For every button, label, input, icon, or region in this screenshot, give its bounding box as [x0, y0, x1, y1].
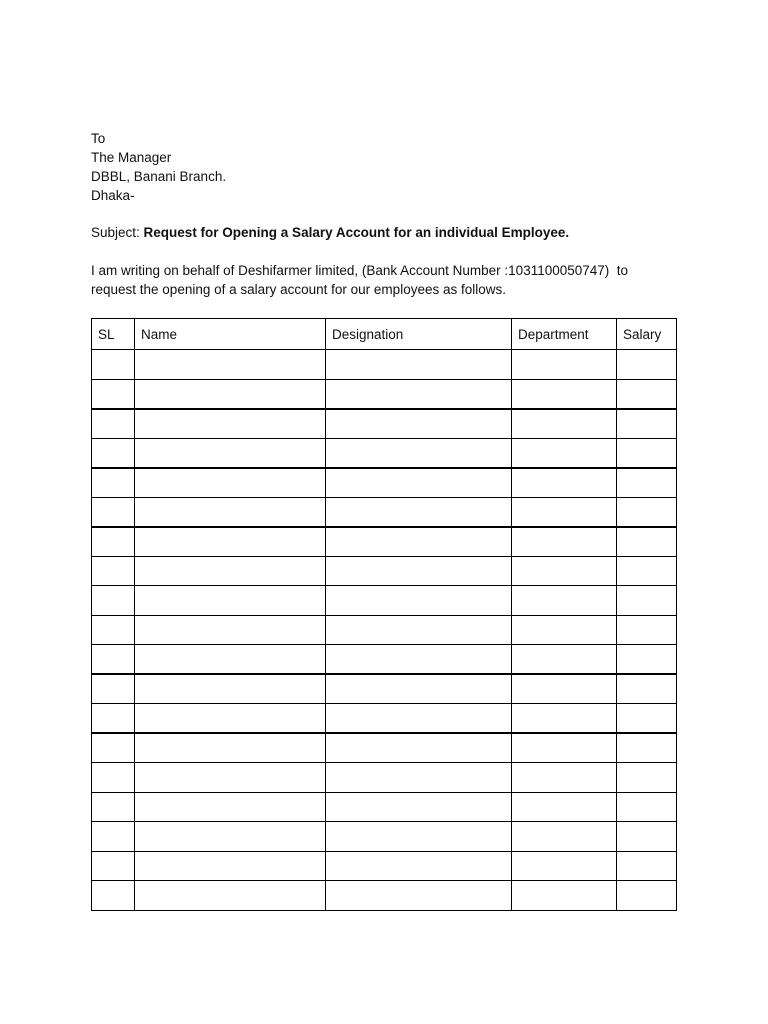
cell-department	[512, 645, 617, 675]
header-sl: SL	[92, 319, 135, 350]
table-row	[92, 468, 677, 498]
cell-department	[512, 763, 617, 793]
cell-sl	[92, 615, 135, 645]
cell-department	[512, 350, 617, 380]
cell-sl	[92, 674, 135, 704]
cell-name	[135, 379, 326, 409]
cell-name	[135, 409, 326, 439]
table-row	[92, 586, 677, 616]
cell-department	[512, 379, 617, 409]
cell-department	[512, 733, 617, 763]
recipient-address	[91, 129, 226, 205]
cell-salary	[617, 350, 677, 380]
cell-department	[512, 438, 617, 468]
cell-sl	[92, 379, 135, 409]
cell-name	[135, 645, 326, 675]
cell-name	[135, 851, 326, 881]
table-row	[92, 350, 677, 380]
cell-salary	[617, 379, 677, 409]
cell-sl	[92, 881, 135, 911]
cell-department	[512, 556, 617, 586]
cell-salary	[617, 704, 677, 734]
cell-salary	[617, 645, 677, 675]
cell-sl	[92, 497, 135, 527]
table-row	[92, 615, 677, 645]
header-department: Department	[512, 319, 617, 350]
subject-text: Request for Opening a Salary Account for an individual Employee.	[143, 225, 570, 240]
subject-line	[91, 223, 569, 242]
cell-salary	[617, 438, 677, 468]
cell-name	[135, 822, 326, 852]
cell-sl	[92, 822, 135, 852]
cell-name	[135, 556, 326, 586]
cell-sl	[92, 350, 135, 380]
cell-name	[135, 704, 326, 734]
cell-designation	[326, 851, 512, 881]
cell-department	[512, 468, 617, 498]
cell-designation	[326, 792, 512, 822]
cell-designation	[326, 527, 512, 557]
cell-name	[135, 586, 326, 616]
cell-salary	[617, 851, 677, 881]
cell-salary	[617, 881, 677, 911]
cell-department	[512, 851, 617, 881]
cell-sl	[92, 556, 135, 586]
table-row	[92, 822, 677, 852]
cell-designation	[326, 733, 512, 763]
recipient-line-city: Dhaka-	[91, 188, 135, 203]
cell-designation	[326, 645, 512, 675]
table-body	[92, 350, 677, 911]
cell-sl	[92, 586, 135, 616]
cell-department	[512, 704, 617, 734]
table-row	[92, 704, 677, 734]
table-row	[92, 733, 677, 763]
recipient-line-title: The Manager	[91, 150, 172, 165]
cell-designation	[326, 704, 512, 734]
cell-name	[135, 674, 326, 704]
cell-department	[512, 615, 617, 645]
cell-designation	[326, 674, 512, 704]
cell-designation	[326, 556, 512, 586]
cell-department	[512, 792, 617, 822]
cell-salary	[617, 615, 677, 645]
cell-salary	[617, 763, 677, 793]
employee-table	[91, 318, 677, 911]
body-paragraph	[91, 261, 691, 299]
cell-name	[135, 733, 326, 763]
cell-department	[512, 497, 617, 527]
cell-designation	[326, 881, 512, 911]
cell-department	[512, 881, 617, 911]
cell-salary	[617, 527, 677, 557]
cell-salary	[617, 409, 677, 439]
cell-sl	[92, 527, 135, 557]
cell-salary	[617, 733, 677, 763]
cell-salary	[617, 556, 677, 586]
cell-designation	[326, 615, 512, 645]
cell-department	[512, 409, 617, 439]
cell-name	[135, 438, 326, 468]
table-row	[92, 527, 677, 557]
cell-name	[135, 468, 326, 498]
cell-sl	[92, 851, 135, 881]
cell-salary	[617, 468, 677, 498]
recipient-line-to: To	[91, 131, 106, 146]
cell-salary	[617, 822, 677, 852]
cell-designation	[326, 350, 512, 380]
cell-name	[135, 350, 326, 380]
cell-department	[512, 586, 617, 616]
cell-name	[135, 792, 326, 822]
header-salary: Salary	[617, 319, 677, 350]
cell-designation	[326, 497, 512, 527]
cell-salary	[617, 586, 677, 616]
table-row	[92, 497, 677, 527]
header-name: Name	[135, 319, 326, 350]
body-line-2: request the opening of a salary account for our employees as follows.	[91, 282, 506, 297]
cell-sl	[92, 645, 135, 675]
cell-designation	[326, 468, 512, 498]
cell-designation	[326, 438, 512, 468]
cell-designation	[326, 763, 512, 793]
header-designation: Designation	[326, 319, 512, 350]
cell-salary	[617, 497, 677, 527]
cell-sl	[92, 438, 135, 468]
cell-salary	[617, 792, 677, 822]
cell-sl	[92, 409, 135, 439]
subject-label: Subject:	[91, 225, 140, 240]
cell-salary	[617, 674, 677, 704]
table-row	[92, 379, 677, 409]
cell-department	[512, 527, 617, 557]
table-row	[92, 792, 677, 822]
cell-sl	[92, 704, 135, 734]
cell-designation	[326, 379, 512, 409]
cell-department	[512, 822, 617, 852]
cell-sl	[92, 763, 135, 793]
body-line-1: I am writing on behalf of Deshifarmer limited, (Bank Account Number :1031100050747) to	[91, 263, 629, 278]
cell-sl	[92, 792, 135, 822]
table-row	[92, 881, 677, 911]
cell-designation	[326, 409, 512, 439]
cell-name	[135, 881, 326, 911]
table-row	[92, 556, 677, 586]
cell-designation	[326, 822, 512, 852]
cell-sl	[92, 733, 135, 763]
cell-name	[135, 497, 326, 527]
table-row	[92, 645, 677, 675]
cell-department	[512, 674, 617, 704]
table-row	[92, 438, 677, 468]
cell-name	[135, 615, 326, 645]
cell-name	[135, 763, 326, 793]
table-row	[92, 409, 677, 439]
cell-sl	[92, 468, 135, 498]
recipient-line-branch: DBBL, Banani Branch.	[91, 169, 227, 184]
table-row	[92, 674, 677, 704]
table-row	[92, 851, 677, 881]
table-header-row	[92, 319, 677, 350]
table-row	[92, 763, 677, 793]
cell-designation	[326, 586, 512, 616]
cell-name	[135, 527, 326, 557]
